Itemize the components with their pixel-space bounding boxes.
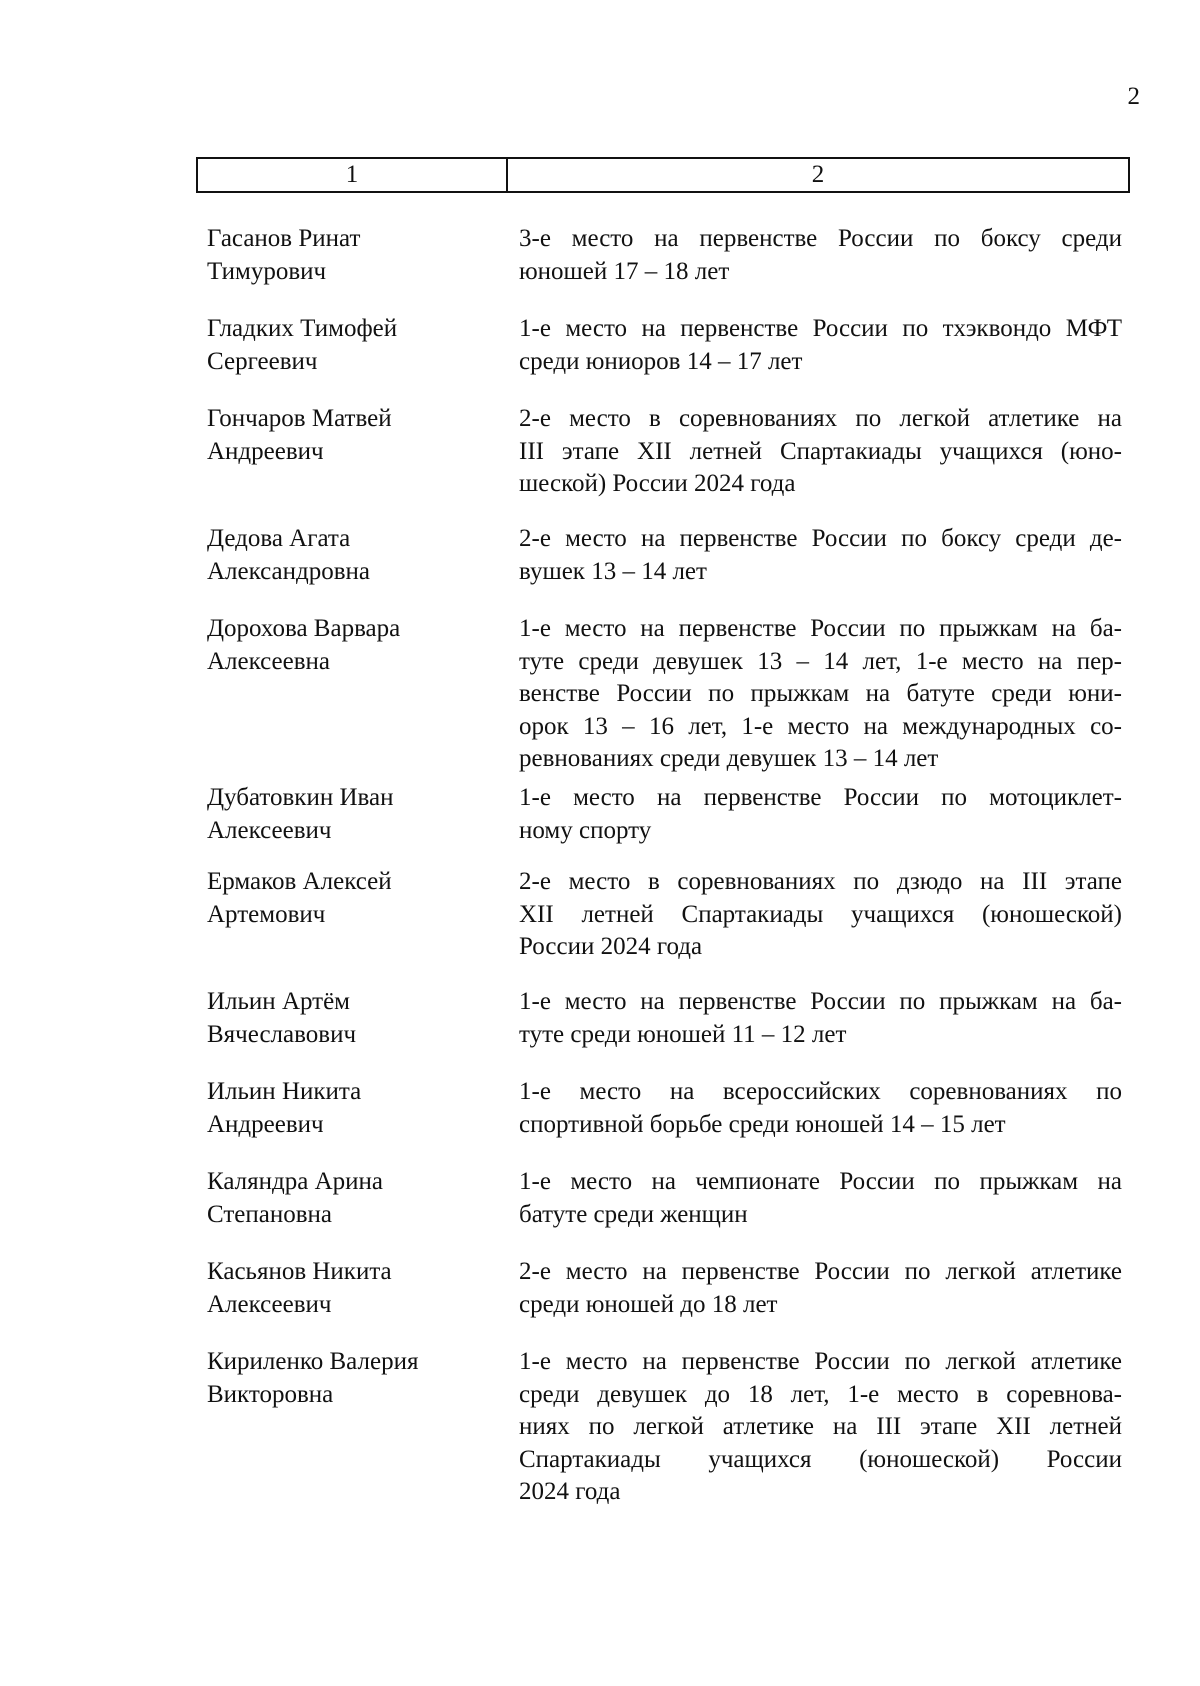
achievement-text [519,313,1122,378]
person-name-line: Ильин Артём [207,988,351,1015]
person-name [207,313,519,378]
list-item [207,986,1122,1051]
list-item [207,1256,1122,1321]
achievement-line: III этапе XII летней Спартакиады учащихся (юно- [519,437,1122,465]
achievement-text [519,403,1122,501]
achievement-line: ниях по легкой атлетике на III этапе XII летней [519,1413,1122,1440]
list-item [207,1166,1122,1231]
person-name [207,1256,519,1321]
person-name [207,1076,519,1141]
person-name [207,403,519,501]
person-name [207,782,519,847]
achievement-line: венстве России по прыжкам на батуте среди юни- [519,680,1122,707]
achievement-line: ревнованиях среди девушек 13 – 14 лет [519,745,939,772]
achievement-text [519,866,1122,964]
person-name-line: Сергеевич [207,347,318,375]
achievement-line: туте среди девушек 13 – 14 лет, 1-е место на пер- [519,647,1122,675]
person-name [207,223,519,288]
header-column-2: 2 [811,161,825,188]
person-name-line: Дорохова Варвара [207,615,401,642]
person-name-line: Гладких Тимофей [207,315,398,342]
achievement-line: вушек 13 – 14 лет [519,557,707,585]
list-item [207,403,1122,501]
header-column-1: 1 [198,159,508,191]
achievement-line: туте среди юношей 11 – 12 лет [519,1020,847,1048]
achievement-line: юношей 17 – 18 лет [519,257,730,285]
achievement-line: 1-е место на первенстве России по прыжкам на ба- [519,615,1122,642]
achievement-line: 1-е место на всероссийских соревнованиях по [519,1078,1122,1105]
list-item [207,613,1122,776]
achievement-line: 2-е место на первенстве России по легкой атлетике [519,1258,1122,1285]
person-name-line: Касьянов Никита [207,1258,392,1285]
person-name-line: Тимурович [207,257,327,285]
achievement-text [519,1256,1122,1321]
achievement-line: Спартакиады учащихся (юношеской) России [519,1445,1122,1473]
list-item [207,782,1122,847]
person-name-line: Кириленко Валерия [207,1348,419,1375]
achievement-line: 2024 года [519,1478,621,1505]
list-item [207,866,1122,964]
achievement-text [519,1076,1122,1141]
person-name-line: Дубатовкин Иван [207,784,394,811]
person-name-line: Степановна [207,1200,332,1228]
achievement-line: 1-е место на первенстве России по мотоциклет- [519,784,1122,811]
person-name-line: Гасанов Ринат [207,225,361,252]
achievement-line: ному спорту [519,816,652,844]
achievement-line: шеской) России 2024 года [519,470,796,497]
person-name-line: Дедова Агата [207,525,351,552]
achievement-text [519,986,1122,1051]
list-item [207,313,1122,378]
achievement-text [519,223,1122,288]
person-name [207,1346,519,1509]
achievement-text [519,523,1122,588]
achievement-line: XII летней Спартакиады учащихся (юношеской) [519,900,1122,928]
person-name [207,613,519,776]
achievement-line: 1-е место на первенстве России по легкой атлетике [519,1348,1122,1375]
person-name-line: Ильин Никита [207,1078,362,1105]
person-name [207,986,519,1051]
achievement-text [519,613,1122,776]
achievement-line: 1-е место на первенстве России по тхэквондо МФТ [519,315,1122,342]
person-name-line: Алексеевич [207,1290,332,1318]
achievement-line: России 2024 года [519,933,703,960]
list-item [207,223,1122,288]
list-item [207,1346,1122,1509]
achievement-line: спортивной борьбе среди юношей 14 – 15 лет [519,1110,1006,1138]
person-name [207,523,519,588]
achievement-line: среди юниоров 14 – 17 лет [519,347,803,375]
achievement-text [519,782,1122,847]
person-name [207,1166,519,1231]
person-name-line: Гончаров Матвей [207,405,392,432]
list-item [207,1076,1122,1141]
achievement-line: 2-е место в соревнованиях по легкой атлетике на [519,405,1122,432]
person-name-line: Андреевич [207,437,324,465]
achievement-line: батуте среди женщин [519,1200,748,1228]
person-name-line: Каляндра Арина [207,1168,383,1195]
achievement-line: 1-е место на чемпионате России по прыжкам на [519,1168,1122,1195]
achievement-text [519,1346,1122,1509]
person-name-line: Вячеславович [207,1020,357,1048]
person-name-line: Андреевич [207,1110,324,1138]
person-name-line: Викторовна [207,1380,334,1408]
achievement-text [519,1166,1122,1231]
achievement-line: орок 13 – 16 лет, 1-е место на международных со- [519,712,1122,740]
achievement-line: 3-е место на первенстве России по боксу среди [519,225,1122,252]
person-name-line: Александровна [207,557,371,585]
person-name-line: Алексеевна [207,647,331,675]
achievement-line: среди девушек до 18 лет, 1-е место в соревнова- [519,1380,1122,1408]
person-name [207,866,519,964]
achievement-line: 2-е место на первенстве России по боксу среди де- [519,525,1122,552]
person-name-line: Алексеевич [207,816,332,844]
achievement-line: среди юношей до 18 лет [519,1290,778,1318]
person-name-line: Артемович [207,900,326,928]
person-name-line: Ермаков Алексей [207,868,392,895]
achievement-line: 1-е место на первенстве России по прыжкам на ба- [519,988,1122,1015]
page-number: 2 [1127,83,1140,110]
list-item [207,523,1122,588]
table-header [196,157,1130,193]
achievement-line: 2-е место в соревнованиях по дзюдо на III этапе [519,868,1122,895]
